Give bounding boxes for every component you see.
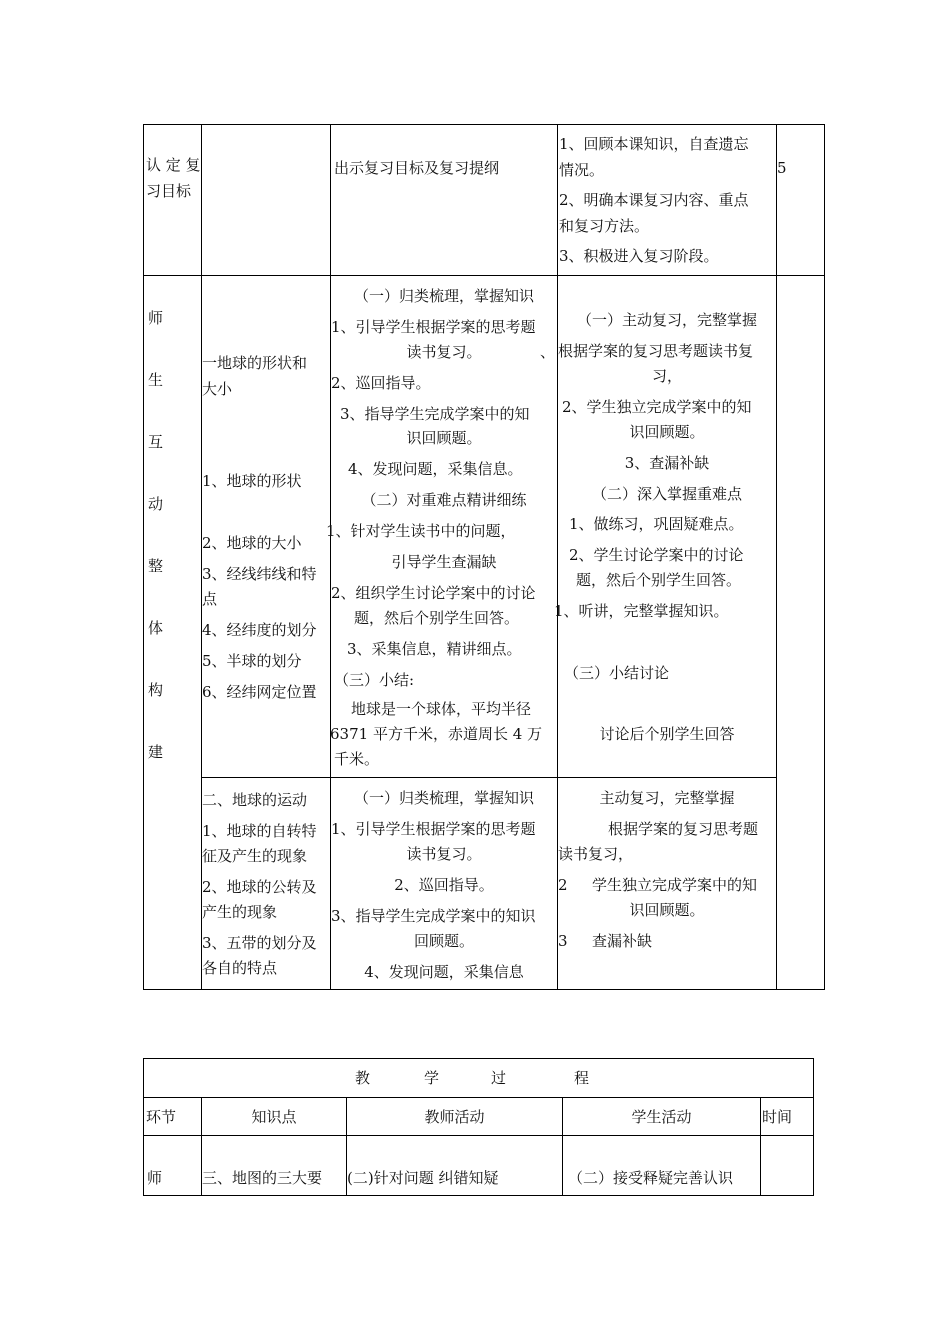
knowledge-item: 点 [202,590,218,608]
knowledge-heading: 一地球的形状和 [202,354,308,372]
summary-text: 千米。 [334,750,380,768]
teacher-step: 、 [540,343,556,361]
student-step: 习， [651,367,682,385]
summary-text: 地球是一个球体，平均半径 [351,700,532,718]
student-step: 2、学生讨论学案中的讨论 [569,546,744,564]
teacher-step: 4、发现问题，采集信息 [364,963,524,981]
student-activity: 2、明确本课复习内容、重点 [559,191,749,209]
student-step-number: 2 [558,876,568,894]
student-step: 根据学案的复习思考题读书复 [558,342,754,360]
knowledge-heading: 大小 [202,380,233,398]
summary-text: 6371 平方千米，赤道周长 4 万 [330,725,543,743]
student-step-number: 3 [558,932,568,950]
section-char: 整 [148,557,164,575]
teacher-step: 读书复习。 [406,343,482,361]
col-divider [776,125,777,989]
header-knowledge: 知识点 [251,1108,297,1126]
section-label: 习目标 [146,182,192,200]
teacher-step: 1、引导学生根据学案的思考题 [331,318,536,336]
student-step: 查漏补缺 [592,932,653,950]
teacher-step: 2、巡回指导。 [331,374,431,392]
knowledge-item: 5、半球的划分 [202,652,302,670]
knowledge-item: 4、经纬度的划分 [202,621,317,639]
student-activity: 3、积极进入复习阶段。 [559,247,719,265]
knowledge-heading: 二、地球的运动 [202,791,308,809]
teacher-heading: （一）归类梳理，掌握知识 [353,287,534,305]
teacher-step: 4、发现问题，采集信息。 [348,460,523,478]
student-step: 识回顾题。 [629,423,705,441]
table-title-char: 程 [574,1069,590,1087]
header-section: 环节 [146,1108,177,1126]
teacher-step: 引导学生查漏缺 [391,553,497,571]
header-student: 学生活动 [631,1108,692,1126]
student-heading: 主动复习，完整掌握 [599,789,735,807]
student-step: 1、听讲，完整掌握知识。 [554,602,729,620]
section-char: 互 [148,433,164,451]
student-activity: 和复习方法。 [559,217,650,235]
teacher-heading: （一）归类梳理，掌握知识 [353,789,534,807]
student-step: 根据学案的复习思考题 [608,820,759,838]
teacher-activity: (二)针对问题 纠错知疑 [347,1169,499,1187]
knowledge-item: 1、地球的形状 [202,472,302,490]
teacher-step: 1、针对学生读书中的问题， [326,522,516,540]
section-char: 师 [147,1169,163,1187]
student-step: 学生独立完成学案中的知 [592,876,758,894]
student-activity: 1、回顾本课知识，自查遗忘 [559,135,749,153]
knowledge-item: 征及产生的现象 [202,847,308,865]
student-step: 读书复习， [558,845,634,863]
table-title-char: 教 [355,1069,371,1087]
header-time: 时间 [762,1108,793,1126]
student-step: 1、做练习，巩固疑难点。 [569,515,744,533]
teacher-step: 3、采集信息，精讲细点。 [347,640,522,658]
teacher-activity: 出示复习目标及复习提纲 [334,159,500,177]
student-step: 题，然后个别学生回答。 [576,571,742,589]
col-divider [760,1097,761,1195]
student-step: 识回顾题。 [629,901,705,919]
section-char: 构 [148,681,164,699]
section-char: 建 [148,743,164,761]
knowledge-item: 3、经线纬线和特 [202,565,317,583]
lesson-table-1 [143,124,825,990]
teacher-step: 1、引导学生根据学案的思考题 [331,820,536,838]
student-heading: （二）深入掌握重难点 [591,485,742,503]
section-char: 生 [148,371,164,389]
teacher-step: 题，然后个别学生回答。 [354,609,520,627]
section-char: 体 [148,619,164,637]
knowledge-item: 各自的特点 [202,959,278,977]
table-title-char: 学 [424,1069,440,1087]
knowledge-item: 2、地球的公转及 [202,878,317,896]
teacher-step: 3、指导学生完成学案中的知识 [331,907,536,925]
teacher-step: 识回顾题。 [406,429,482,447]
knowledge-item: 1、地球的自转特 [202,822,317,840]
student-activity: 情况。 [559,161,605,179]
student-heading: （三）小结讨论 [564,664,670,682]
section-char: 师 [148,309,164,327]
teacher-step: 回顾题。 [413,932,474,950]
header-teacher: 教师活动 [424,1108,485,1126]
teacher-heading: （二）对重难点精讲细练 [361,491,527,509]
teacher-step: 读书复习。 [406,845,482,863]
teacher-step: 2、组织学生讨论学案中的讨论 [331,584,536,602]
knowledge-item: 3、五带的划分及 [202,934,317,952]
row-divider [144,1135,813,1136]
student-step: 讨论后个别学生回答 [599,725,735,743]
row-divider [144,275,824,276]
section-label: 认 定 复 [146,156,201,174]
time-value: 5 [777,159,787,177]
knowledge-item: 2、地球的大小 [202,534,302,552]
teacher-step: 2、巡回指导。 [394,876,494,894]
knowledge-item: 三、地图的三大要 [202,1169,323,1187]
teacher-heading: （三）小结: [334,671,415,689]
knowledge-item: 产生的现象 [202,903,278,921]
knowledge-item: 6、经纬网定位置 [202,683,317,701]
student-heading: （一）主动复习，完整掌握 [576,311,757,329]
section-char: 动 [148,495,164,513]
row-divider [144,1097,813,1098]
student-step: 2、学生独立完成学案中的知 [562,398,752,416]
student-step: 3、查漏补缺 [624,454,710,472]
lesson-table-2 [143,1058,814,1196]
row-divider [201,777,776,778]
teacher-step: 3、指导学生完成学案中的知 [340,405,530,423]
student-activity: （二）接受释疑完善认识 [568,1169,734,1187]
table-title-char: 过 [491,1069,507,1087]
